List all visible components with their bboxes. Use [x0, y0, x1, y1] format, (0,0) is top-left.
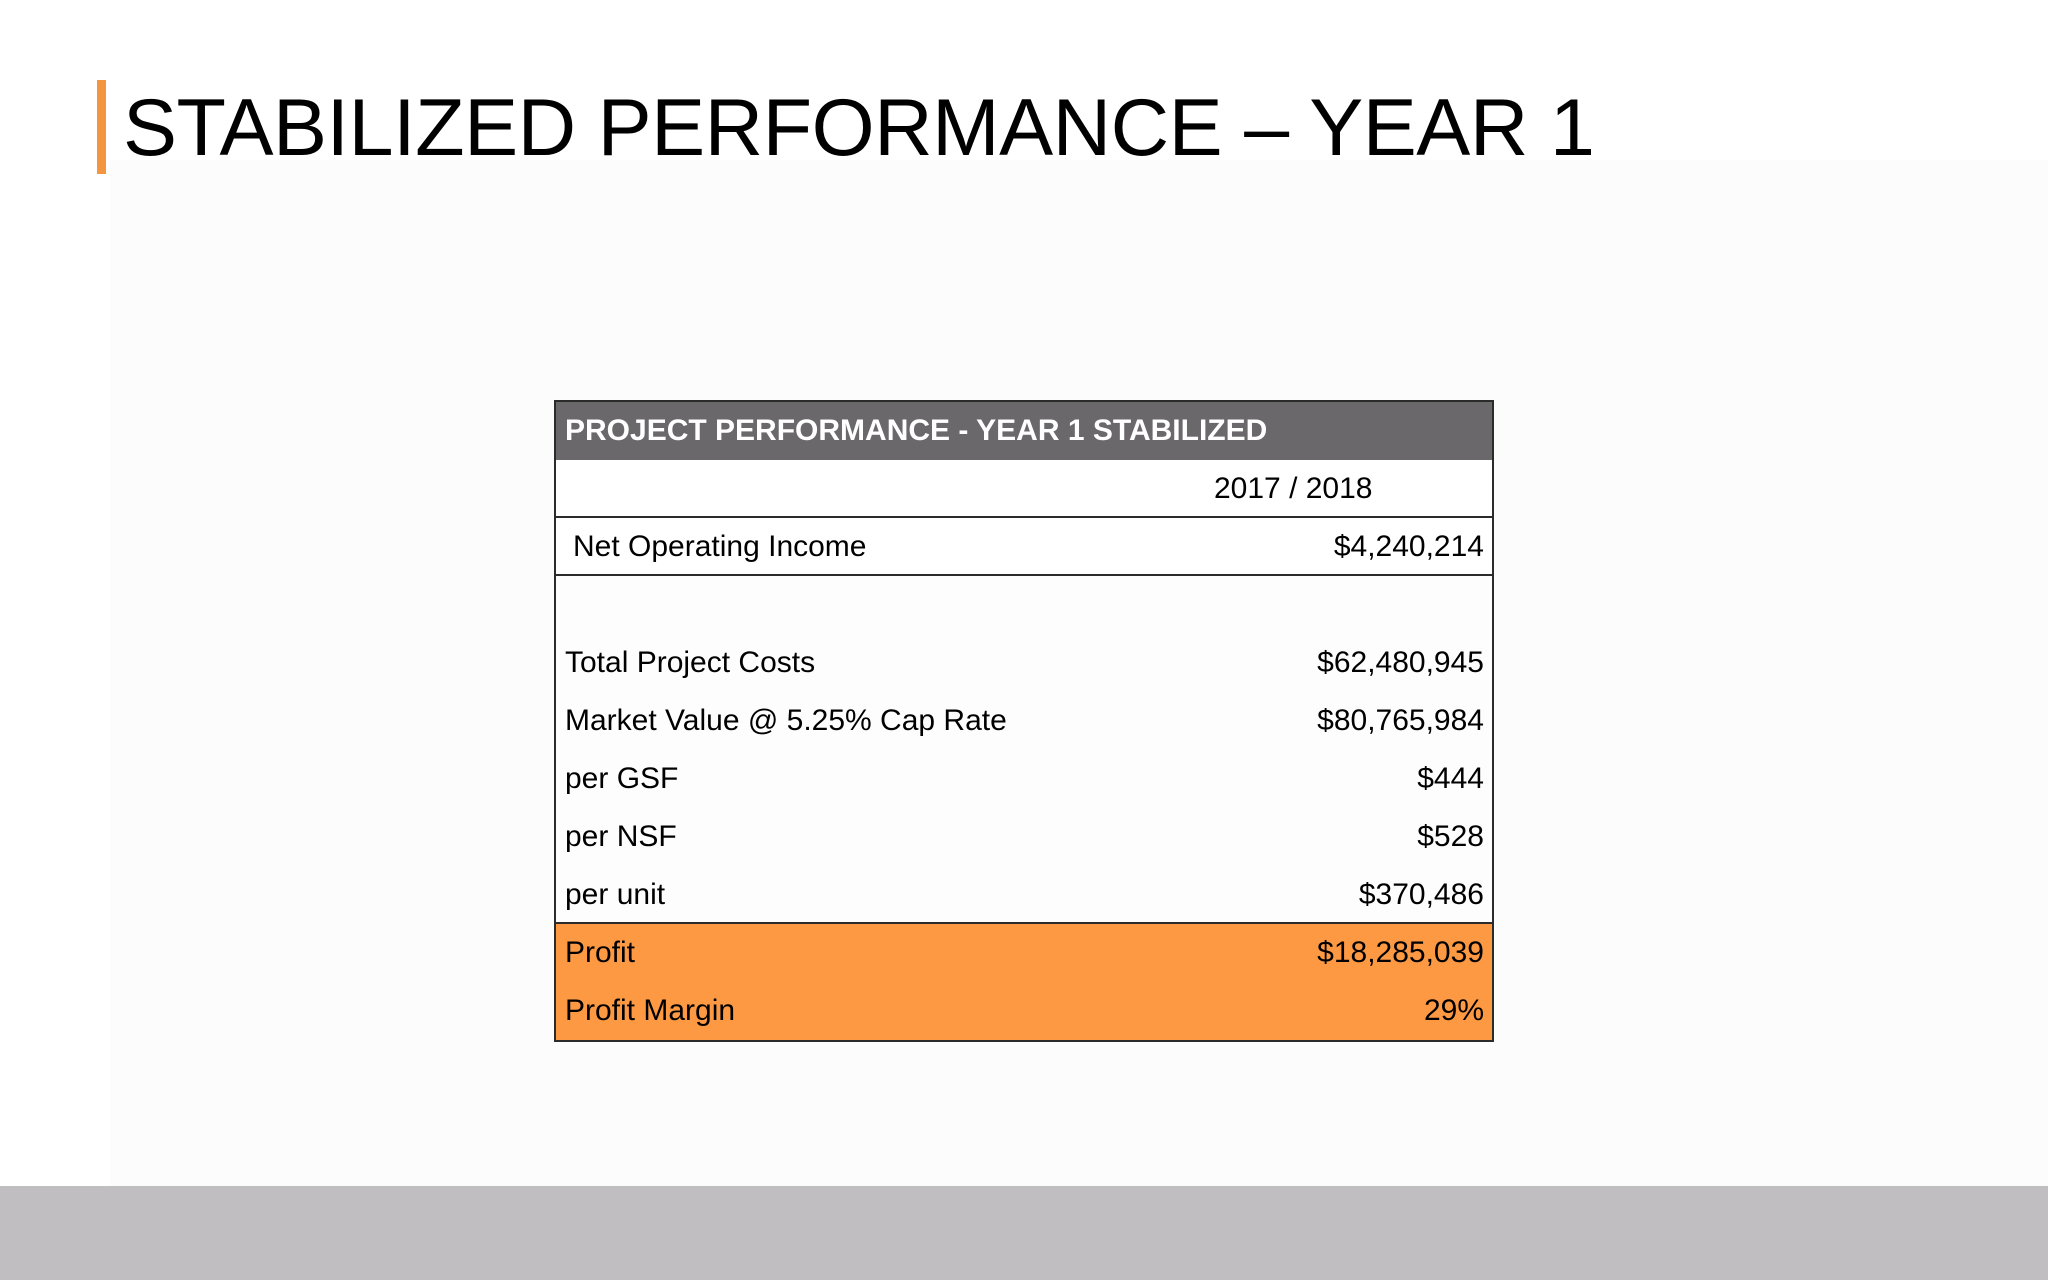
performance-table [554, 400, 1494, 1042]
column-header-row [556, 460, 1492, 518]
footer-bar [0, 1186, 2048, 1280]
row-label: Net Operating Income [573, 530, 867, 563]
table-header [556, 402, 1492, 460]
table-row [556, 750, 1492, 808]
row-label: per GSF [565, 762, 679, 795]
row-label: per NSF [565, 820, 677, 853]
row-label: Profit [565, 936, 636, 969]
row-value: $528 [1417, 820, 1484, 853]
table-row [556, 866, 1492, 924]
table-row-profit-margin [556, 982, 1492, 1040]
table-row [556, 634, 1492, 692]
table-row-profit [556, 924, 1492, 982]
row-value: $370,486 [1358, 878, 1484, 911]
slide-title: STABILIZED PERFORMANCE – YEAR 1 [123, 83, 1595, 173]
row-label: Profit Margin [565, 994, 736, 1027]
row-value: $4,240,214 [1333, 530, 1484, 563]
spacer-row [556, 576, 1492, 634]
row-value: $80,765,984 [1317, 704, 1484, 737]
row-label: per unit [565, 878, 666, 911]
row-label: Total Project Costs [565, 646, 816, 679]
table-row [556, 808, 1492, 866]
row-label: Market Value @ 5.25% Cap Rate [565, 704, 1007, 737]
row-value: $18,285,039 [1317, 936, 1484, 969]
table-row [556, 692, 1492, 750]
row-value: $444 [1417, 762, 1484, 795]
table-body [556, 576, 1492, 924]
row-value: $62,480,945 [1317, 646, 1484, 679]
table-header-label: PROJECT PERFORMANCE - YEAR 1 STABILIZED [565, 414, 1268, 447]
column-header-year: 2017 / 2018 [1214, 472, 1373, 505]
row-value: 29% [1423, 994, 1484, 1027]
table-row-noi [556, 518, 1492, 576]
title-accent-bar [97, 80, 106, 174]
